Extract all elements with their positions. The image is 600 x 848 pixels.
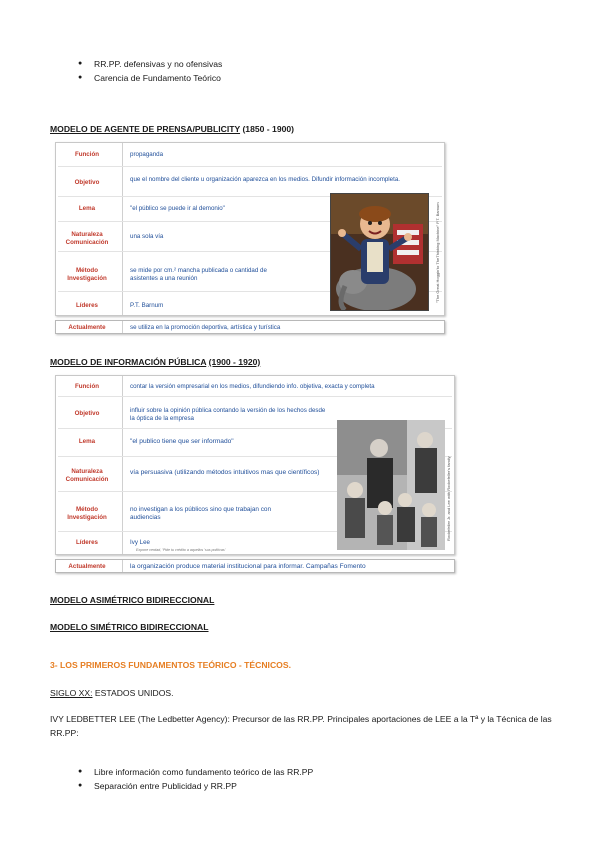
row-value: una sola vía [130, 233, 164, 240]
row-label: Líderes [75, 302, 98, 309]
model3-heading [50, 595, 214, 605]
row-label: Método Investigación [67, 267, 107, 282]
model4-title: MODELO SIMÉTRICO BIDIRECCIONAL [50, 622, 209, 632]
image-caption: "The Great Hoggin'to TheThinking Machine" P.T. Barnum [435, 202, 440, 303]
row-label: Naturaleza Comunicación [65, 231, 109, 246]
list-item: ● Libre información como fundamento teórico de las RR.PP [78, 765, 313, 779]
footer-label: Actualmente [68, 324, 106, 331]
row-label: Función [74, 151, 100, 158]
list-item: ● Carencia de Fundamento Teórico [78, 71, 222, 85]
model2-footer-row [55, 559, 455, 573]
section3-title: 3- LOS PRIMEROS FUNDAMENTOS TEÓRICO - TÉCNICOS. [50, 660, 291, 670]
row-value: Ivy Lee [130, 539, 150, 546]
footer-value: se utiliza en la promoción deportiva, artística y turística [130, 324, 281, 331]
siglo-line [50, 686, 174, 700]
image-caption: Rockefeller Jr. and Lee with Rockefeller's family [446, 456, 451, 541]
list-item: ● RR.PP. defensivas y no ofensivas [78, 57, 222, 71]
model2-heading [50, 357, 260, 367]
lee-rockefeller-family-photo [337, 420, 445, 550]
intro-bullet-list [78, 57, 222, 85]
column-divider [122, 560, 123, 572]
row-value: influir sobre la opinión pública contando la versión de los hechos desde la óptica de la empresa [130, 407, 326, 422]
row-value: contar la versión empresarial en los medios, difundiendo info. objetiva, exacta y completa [130, 383, 375, 390]
model1-footer-row [55, 320, 445, 334]
leader-quote: Expone verdad, 'Pide tu crédito a aquellos 'sus políticas' [136, 548, 226, 552]
model4-heading [50, 622, 209, 632]
row-label: Objetivo [74, 179, 100, 186]
row-label: Lema [78, 205, 96, 212]
row-value: "el publico tiene que ser informado" [130, 438, 234, 445]
footer-label: Actualmente [68, 563, 106, 570]
row-value: no investigan a los públicos sino que trabajan con audiencias [130, 506, 272, 521]
row-value: vía persuasiva (utilizando métodos intuitivos mas que científicos) [130, 469, 320, 476]
row-value: "el público se puede ir al demonio" [130, 205, 225, 212]
column-divider [122, 376, 123, 554]
row-label: Función [74, 383, 100, 390]
row-label: Objetivo [74, 410, 100, 417]
row-divider [58, 166, 442, 167]
footer-value: la organización produce material institucional para informar. Campañas Fomento [130, 563, 366, 570]
row-divider [58, 396, 452, 397]
row-value: P.T. Barnum [130, 302, 164, 309]
row-label: Líderes [75, 539, 98, 546]
final-bullet-list [78, 765, 313, 793]
model1-years: (1850 - 1900) [242, 124, 295, 134]
barnum-caricature-image [330, 193, 429, 311]
model2-years: (1900 - 1920) [208, 357, 261, 367]
model1-heading [50, 124, 294, 134]
row-label: Lema [78, 438, 96, 445]
siglo-label: SIGLO XX: [50, 688, 93, 698]
row-value: propaganda [130, 151, 164, 158]
column-divider [122, 321, 123, 333]
model3-title: MODELO ASIMÉTRICO BIDIRECCIONAL [50, 595, 215, 605]
column-divider [122, 143, 123, 315]
model2-title: MODELO DE INFORMACIÓN PÚBLICA [50, 357, 207, 367]
siglo-value: ESTADOS UNIDOS. [92, 688, 174, 698]
ivy-paragraph: IVY LEDBETTER LEE (The Ledbetter Agency): Precursor de las RR.PP. Principales aportaciones de LEE a la Tª y la Técnica de las RR.PP: [50, 714, 552, 738]
model1-title: MODELO DE AGENTE DE PRENSA/PUBLICITY [50, 124, 241, 134]
row-value: que el nombre del cliente u organización aparezca en los medios. Difundir información incompleta. [130, 176, 400, 183]
row-label: Método Investigación [67, 506, 107, 521]
list-item: ● Separación entre Publicidad y RR.PP [78, 779, 313, 793]
row-value: se mide por cm.² mancha publicada o cantidad de asistentes a una reunión [130, 267, 267, 282]
row-label: Naturaleza Comunicación [65, 468, 109, 483]
